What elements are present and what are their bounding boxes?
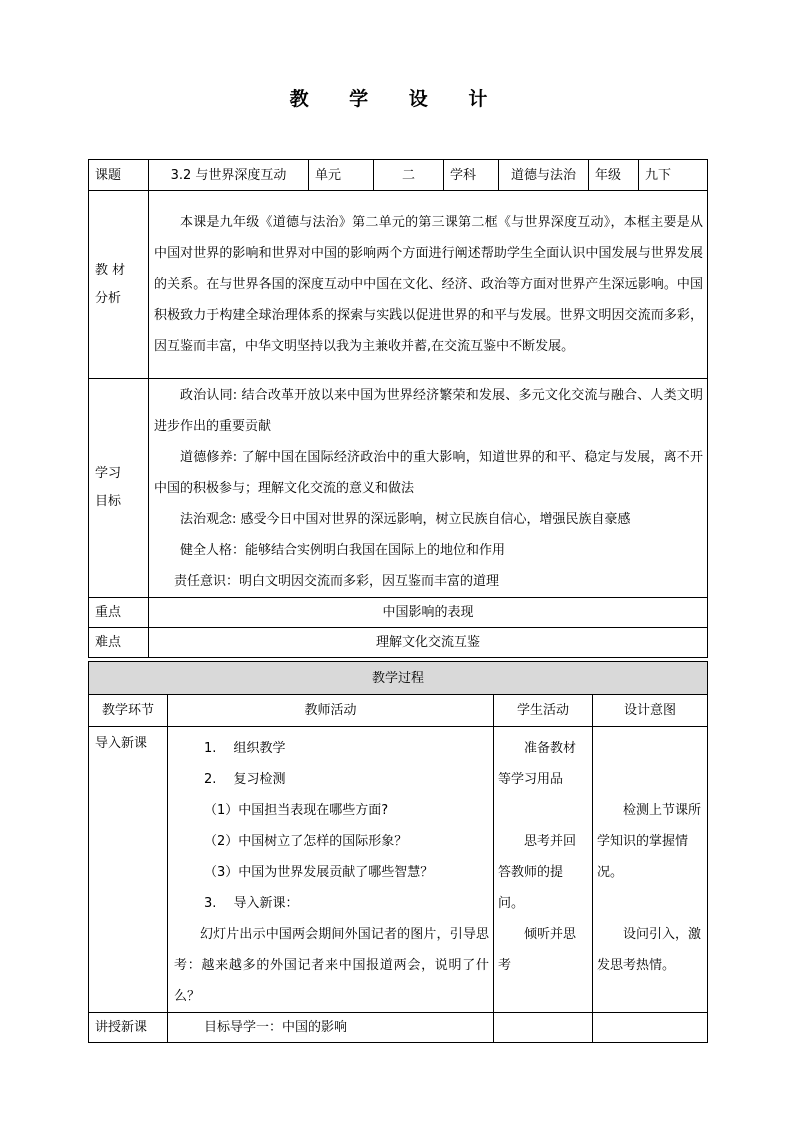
goal-political: 政治认同: 结合改革开放以来中国为世界经济繁荣和发展、多元文化交流与融合、人类文明进步作出的重要贡献 [154,387,703,434]
topic-row [89,160,708,191]
goal-responsibility: 责任意识：明白文明因交流而多彩，因互鉴而丰富的道理 [174,573,500,589]
goals-content [149,379,708,598]
intro-design-intent [593,727,708,1013]
goals-label-line2: 目标 [95,494,122,509]
goal-personality: 健全人格：能够结合实例明白我国在国际上的地位和作用 [180,542,506,558]
grade-value: 九下 [639,160,708,191]
lecture-design-intent [593,1013,708,1043]
difficulty-label: 难点 [89,628,149,658]
lecture-student-activity [494,1013,593,1043]
key-point-row [89,598,708,628]
teacher-question-3: （3）中国为世界发展贡献了哪些智慧？ [204,865,434,880]
intro-student-activity [494,727,593,1013]
key-point-label: 重点 [89,598,149,628]
difficulty-value: 理解文化交流互鉴 [149,628,708,658]
lesson-info-table [88,159,708,658]
analysis-content [149,191,708,379]
subject-label: 学科 [444,160,499,191]
intro-row [89,727,708,1013]
design-inspire: 设问引入，激发思考热情。 [597,927,702,973]
student-prepare: 准备教材等学习用品 [498,741,577,787]
topic-value: 3.2 与世界深度互动 [149,160,309,191]
goals-label-line1: 学习 [95,466,122,481]
subject-value: 道德与法治 [499,160,589,191]
col-design-header: 设计意图 [593,695,708,727]
grade-label: 年级 [589,160,639,191]
goals-row [89,379,708,598]
document-title: 教 学 设 计 [289,88,505,110]
lecture-stage: 讲授新课 [89,1013,168,1043]
goal-moral: 道德修养: 了解中国在国际经济政治中的重大影响，知道世界的和平、稳定与发展，离不开中国的积极参与；理解文化交流的意义和做法 [154,449,703,496]
key-point-value: 中国影响的表现 [149,598,708,628]
teacher-question-1: （1）中国担当表现在哪些方面? [204,803,389,818]
topic-label: 课题 [89,160,149,191]
analysis-row [89,191,708,379]
teaching-process-table [88,661,708,1043]
teacher-step-1: 1. 组织教学 [204,741,286,756]
design-check: 检测上节课所学知识的掌握情况。 [597,803,702,880]
student-answer: 思考并回答教师的提问。 [498,834,577,911]
col-stage-header: 教学环节 [89,695,168,727]
difficulty-row [89,628,708,658]
teacher-step-3: 3. 导入新课： [204,896,299,911]
analysis-label [89,191,149,379]
intro-stage: 导入新课 [89,727,168,1013]
process-header-row [89,695,708,727]
goal-law: 法治观念: 感受今日中国对世界的深远影响，树立民族自信心，增强民族自豪感 [180,511,631,527]
process-title: 教学过程 [89,662,708,695]
teacher-slide-prompt: 幻灯片出示中国两会期间外国记者的图片，引导思考：越来越多的外国记者来中国报道两会，说明了什么？ [174,927,489,1004]
col-student-header: 学生活动 [494,695,593,727]
process-title-row [89,662,708,695]
teacher-step-2: 2. 复习检测 [204,772,286,787]
analysis-label-line2: 分析 [95,290,122,306]
lecture-row [89,1013,708,1043]
student-listen: 倾听并思考 [498,927,577,973]
goals-label [89,379,149,598]
lecture-teacher-activity: 目标导学一：中国的影响 [168,1013,494,1043]
analysis-text: 本课是九年级《道德与法治》第二单元的第三课第二框《与世界深度互动》，本框主要是从中国对世界的影响和世界对中国的影响两个方面进行阐述帮助学生全面认识中国发展与世界发展的关系。在与世界各国的深度互动中中国在文化、经济、政治等方面对世界产生深远影响。中国积极致力于构建全球治理体系的探索与实践以促进世界的和平与发展。世界文明因交流而多彩，因互鉴而丰富，中华文明坚持以我为主兼收并蓄,在交流互鉴中不断发展。 [154,215,703,354]
col-teacher-header: 教师活动 [168,695,494,727]
teacher-question-2: （2）中国树立了怎样的国际形象？ [204,834,408,849]
unit-value: 二 [374,160,444,191]
analysis-label-line1: 教 材 [95,262,126,278]
unit-label: 单元 [309,160,374,191]
intro-teacher-activity [168,727,494,1013]
